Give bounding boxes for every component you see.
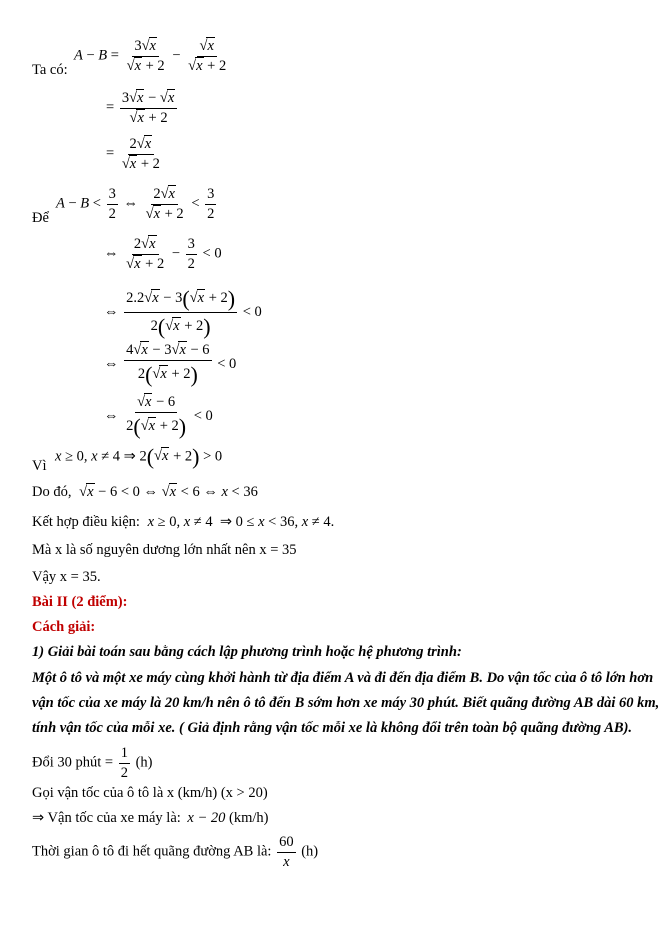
equation-inequality-2: ⇔ $\frac{2√x}{√x + 2}$ − $\frac{3}{2}$ < 0 bbox=[104, 236, 222, 272]
equation-inequality-4: ⇔ $\frac{4√x - 3√x - 6}{2(√x + 2)}$ < 0 bbox=[104, 342, 237, 387]
text-vi: Vì bbox=[32, 458, 47, 474]
text-thoi-gian: Thời gian ô tô đi hết quãng đường AB là: $\frac{60}{x}$ (h) bbox=[32, 834, 319, 870]
equation-a-minus-b-step2: = $\frac{3√x - √x}{√x + 2}$ bbox=[106, 90, 179, 126]
section-heading-cach-giai: Cách giải: bbox=[32, 619, 96, 635]
text-ket-hop: Kết hợp điều kiện: x ≥ 0, x ≠ 4 ⇒ 0 ≤ x < 36, x ≠ 4. bbox=[32, 514, 335, 530]
equation-inequality-5: ⇔ $\frac{√x - 6}{2(√x + 2)}$ < 0 bbox=[104, 394, 213, 439]
equation-a-minus-b-step3: = $\frac{2√x}{√x + 2}$ bbox=[106, 136, 160, 172]
equation-inequality-1: A − B < $\frac{3}{2}$ ⇔ $\frac{2√x}{√x + 2}$ < $\frac{3}{2}$ bbox=[56, 186, 215, 222]
text-ma-x: Mà x là số nguyên dương lớn nhất nên x = 35 bbox=[32, 542, 297, 558]
implies-arrow-icon: ⇒ bbox=[32, 810, 45, 826]
question-1-heading: 1) Giải bài toán sau bằng cách lập phương trình hoặc hệ phương trình: bbox=[32, 644, 462, 660]
text-van-toc-xe-may: ⇒ Vận tốc của xe máy là: x − 20 (km/h) bbox=[32, 810, 269, 826]
text-vay: Vậy x = 35. bbox=[32, 569, 101, 585]
text-doi-30-phut: Đổi 30 phút = $\frac{1}{2}$ (h) bbox=[32, 745, 153, 781]
equation-condition-positive: x ≥ 0, x ≠ 4 ⇒ 2(√x + 2) > 0 bbox=[55, 444, 223, 469]
equation-a-minus-b-step1: A − B = $\frac{3√x}{√x + 2}$ − $\frac{√x}{√x + 2}$ bbox=[74, 38, 227, 74]
problem-text-line-3: tính vận tốc của mỗi xe. ( Giả định rằng vận tốc mỗi xe là không đổi trên toàn bộ quãng đường AB). bbox=[32, 720, 633, 736]
text-de: Để bbox=[32, 210, 49, 226]
section-heading-bai-2: Bài II (2 điểm): bbox=[32, 594, 128, 610]
text-ta-co: Ta có: bbox=[32, 62, 68, 78]
text-do-do: Do đó, √x − 6 < 0 ⇔ √x < 6 ⇔ x < 36 bbox=[32, 484, 258, 500]
problem-text-line-2: vận tốc của xe máy là 20 km/h nên ô tô đến B sớm hơn xe máy 30 phút. Biết quãng đường AB dài 60 km, bbox=[32, 695, 660, 711]
equation-inequality-3: ⇔ $\frac{2.2√x - 3(√x + 2)}{2(√x + 2)}$ < 0 bbox=[104, 286, 262, 340]
problem-text-line-1: Một ô tô và một xe máy cùng khởi hành từ địa điểm A và đi đến địa điểm B. Do vận tốc của ô tô lớn hơn bbox=[32, 670, 654, 686]
text-goi-van-toc: Gọi vận tốc của ô tô là x (km/h) (x > 20) bbox=[32, 785, 268, 801]
